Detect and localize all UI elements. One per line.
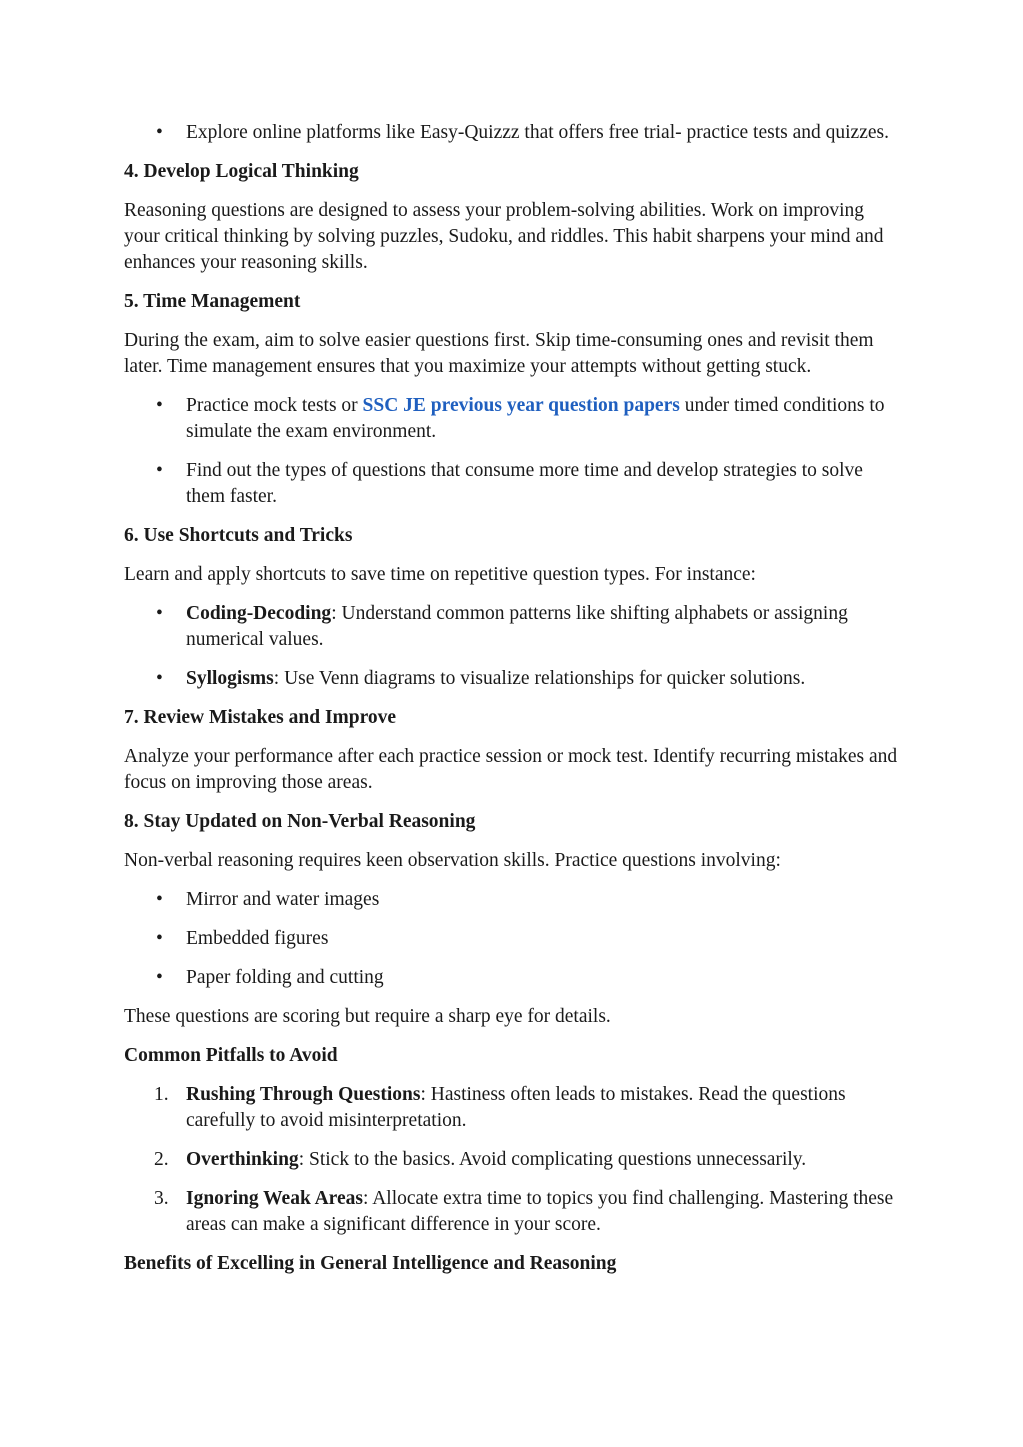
paragraph: Learn and apply shortcuts to save time on repetitive question types. For instance: <box>124 564 756 585</box>
shortcuts-bullet-list <box>124 601 904 692</box>
section-heading-logical-thinking: 4. Develop Logical Thinking <box>124 161 359 182</box>
list-number: 1. <box>154 1084 169 1105</box>
term: Coding-Decoding <box>186 603 332 624</box>
bullet-icon: • <box>156 889 163 910</box>
list-number: 3. <box>154 1188 169 1209</box>
non-verbal-bullet-list <box>124 887 904 991</box>
bullet-icon: • <box>156 967 163 988</box>
paragraph: These questions are scoring but require a sharp eye for details. <box>124 1006 611 1027</box>
term: Syllogisms <box>186 668 274 689</box>
list-item: • Syllogisms: Use Venn diagrams to visualize relationships for quicker solutions. <box>124 666 904 692</box>
list-item: • Explore online platforms like Easy-Quizzz that offers free trial- practice tests and quizzes. <box>124 120 904 146</box>
section-heading-non-verbal: 8. Stay Updated on Non-Verbal Reasoning <box>124 811 476 832</box>
section-heading-shortcuts: 6. Use Shortcuts and Tricks <box>124 525 353 546</box>
bullet-icon: • <box>156 668 163 689</box>
list-item: • Coding-Decoding: Understand common patterns like shifting alphabets or assigning numerical values. <box>156 603 848 650</box>
paragraph: Non-verbal reasoning requires keen observation skills. Practice questions involving: <box>124 850 781 871</box>
bullet-icon: • <box>156 122 163 143</box>
ssc-je-papers-link[interactable]: SSC JE previous year question papers <box>362 395 680 416</box>
section-heading-time-management: 5. Time Management <box>124 291 301 312</box>
paragraph: Reasoning questions are designed to assess your problem-solving abilities. Work on improving your critical thinking by solving puzzles, Sudoku, and riddles. This habit sharpens your mind and enhances your reasoning skills. <box>124 200 884 273</box>
bullet-icon: • <box>156 395 163 416</box>
list-item: 1. Rushing Through Questions: Hastiness often leads to mistakes. Read the questions carefully to avoid misinterpretation. <box>154 1084 846 1131</box>
time-management-bullet-list <box>124 393 904 510</box>
pitfalls-numbered-list <box>124 1082 904 1238</box>
bullet-icon: • <box>156 928 163 949</box>
bullet-icon: • <box>156 460 163 481</box>
paragraph: Analyze your performance after each practice session or mock test. Identify recurring mistakes and focus on improving those areas. <box>124 746 898 793</box>
document-page <box>124 120 904 1290</box>
list-item: • Embedded figures <box>124 926 904 952</box>
list-item: • Find out the types of questions that consume more time and develop strategies to solve them faster. <box>156 460 863 507</box>
list-number: 2. <box>154 1149 169 1170</box>
bullet-icon: • <box>156 603 163 624</box>
list-item: • Mirror and water images <box>124 887 904 913</box>
section-heading-review-mistakes: 7. Review Mistakes and Improve <box>124 707 397 728</box>
term: Ignoring Weak Areas <box>186 1188 363 1209</box>
list-item: • Paper folding and cutting <box>124 965 904 991</box>
list-item: 2. Overthinking: Stick to the basics. Avoid complicating questions unnecessarily. <box>124 1147 904 1173</box>
term: Overthinking <box>186 1149 299 1170</box>
intro-bullet-list <box>124 120 904 146</box>
section-heading-pitfalls: Common Pitfalls to Avoid <box>124 1045 338 1066</box>
list-item: • Practice mock tests or SSC JE previous year question papers under timed conditions to simulate the exam environment. <box>156 395 885 442</box>
paragraph: During the exam, aim to solve easier questions first. Skip time-consuming ones and revisit them later. Time management ensures that you maximize your attempts without getting stuck. <box>124 330 874 377</box>
section-heading-benefits: Benefits of Excelling in General Intelligence and Reasoning <box>124 1253 617 1274</box>
list-item: 3. Ignoring Weak Areas: Allocate extra time to topics you find challenging. Mastering these areas can make a significant difference in your score. <box>154 1188 894 1235</box>
term: Rushing Through Questions <box>186 1084 421 1105</box>
